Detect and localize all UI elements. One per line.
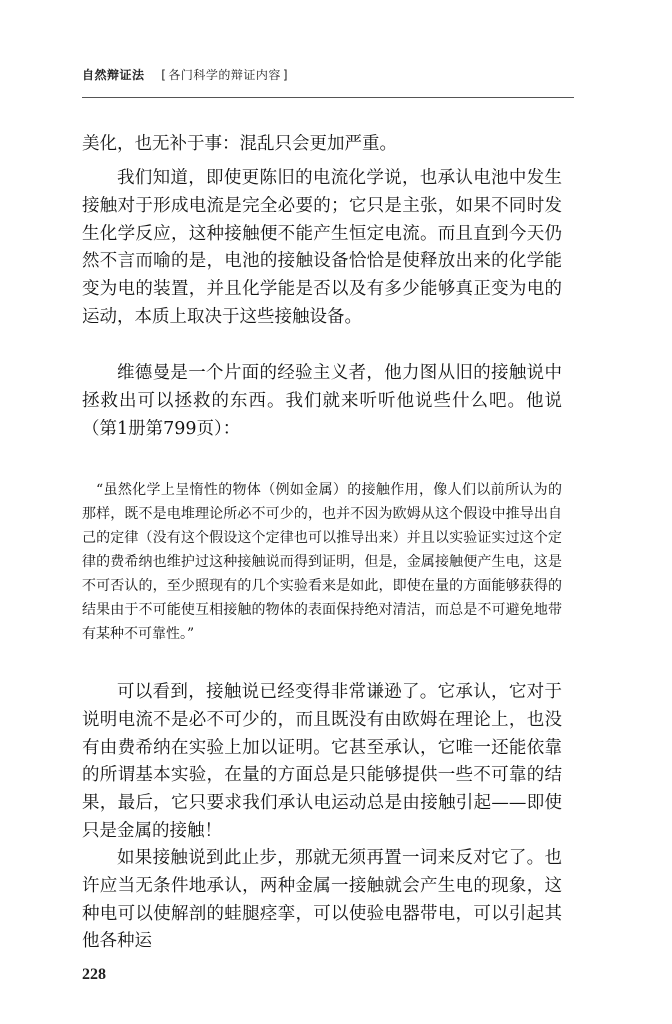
bracket-open: [	[161, 68, 167, 82]
paragraph-text: 我们知道，即使更陈旧的电流化学说，也承认电池中发生接触对于形成电流是完全必要的；它只是主张，如果不同时发生化学反应，这种接触便不能产生恒定电流。而且直到今天仍然不言而喻的是，电池的接触设备恰恰是使释放出来的化学能变为电的装置，并且化学能是否以及有多少能够真正变为电的运动，本质上取决于这些接触设备。	[82, 168, 562, 327]
paragraph-text: 维德曼是一个片面的经验主义者，他力图从旧的接触说中拯救出可以拯救的东西。我们就来听听他说些什么吧。他说（第1册第799页）：	[82, 363, 562, 439]
header-divider	[82, 97, 574, 98]
section-name: 各门科学的辩证内容	[168, 68, 281, 82]
paragraph-text: 美化，也无补于事：混乱只会更加严重。	[82, 134, 397, 154]
paragraph-text: 可以看到，接触说已经变得非常谦逊了。它承认，它对于说明电流不是必不可少的，而且既没有由欧姆在理论上，也没有由费希纳在实验上加以证明。它甚至承认，它唯一还能依靠的所谓基本实验，在量的方面总是只能够提供一些不可靠的结果，最后，它只要求我们承认电运动总是由接触引起——即使只是金属的接触！	[82, 682, 562, 841]
book-title: 自然辩证法	[82, 68, 145, 82]
block-quote	[82, 478, 562, 646]
paragraph-wiedemann	[82, 360, 562, 443]
bracket-close: ]	[282, 68, 289, 82]
paragraph-conclusion	[82, 845, 562, 956]
quote-text: “虽然化学上呈惰性的物体（例如金属）的接触作用，像人们以前所认为的那样，既不是电堆理论所必不可少的，也并不因为欧姆从这个假设中推导出自己的定律（没有这个假设这个定律也可以推导出来）并且以实验证实过这个定律的费希纳也维护过这种接触说而得到证明，但是，金属接触便产生电，这是不可否认的，至少照现有的几个实验看来是如此，即使在量的方面能够获得的结果由于不可能使互相接触的物体的表面保持绝对清洁，而总是不可避免地带有某种不可靠性。”	[82, 482, 562, 642]
running-header	[82, 66, 290, 83]
paragraph-modest-theory	[82, 679, 562, 846]
paragraph-contact-theory	[82, 165, 562, 332]
paragraph-continuation	[82, 131, 562, 159]
paragraph-text: 如果接触说到此止步，那就无须再置一词来反对它了。也许应当无条件地承认，两种金属一接触就会产生电的现象，这种电可以使解剖的蛙腿痉挛，可以使验电器带电，可以引起其他各种运	[82, 848, 562, 952]
page-number: 228	[82, 966, 106, 983]
section-title	[159, 68, 290, 82]
